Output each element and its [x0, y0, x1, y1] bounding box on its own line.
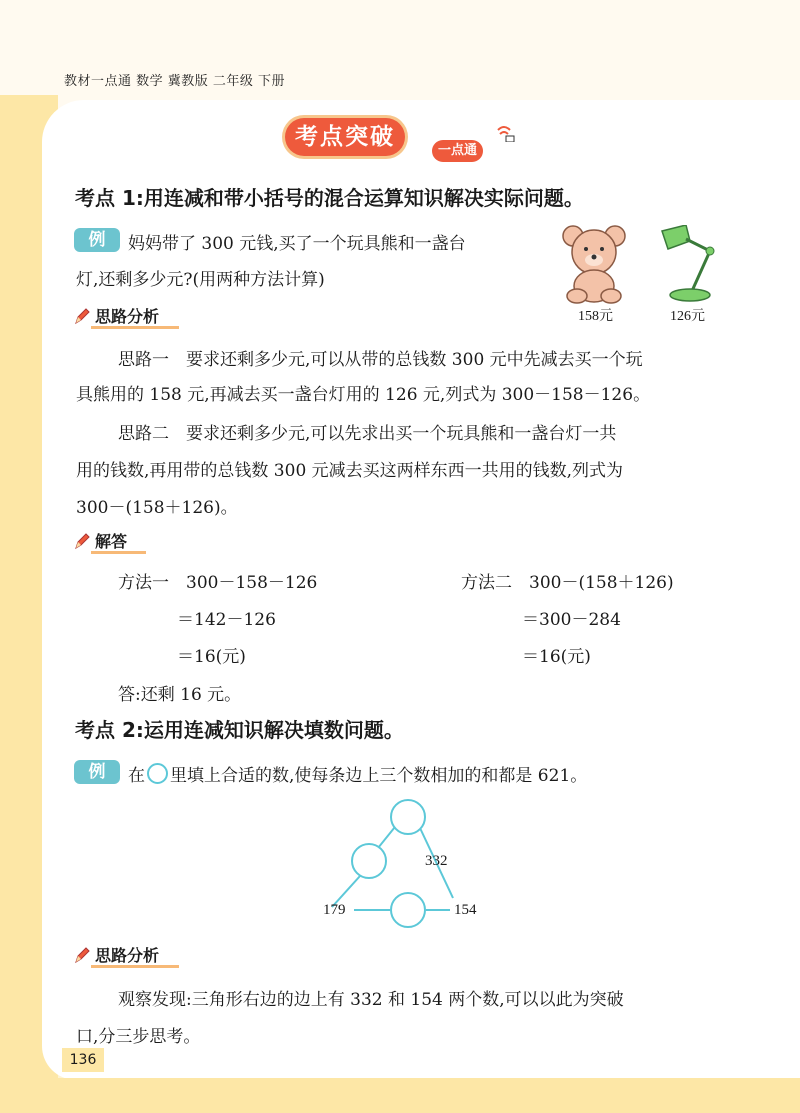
number-179: 179	[323, 902, 346, 918]
idea2-line1: 思路二 要求还剩多少元,可以先求出买一个玩具熊和一盏台灯一共	[118, 424, 617, 444]
number-154: 154	[454, 902, 477, 918]
example2-text	[128, 761, 587, 786]
section-banner	[285, 118, 525, 164]
point2-title: 考点 2:运用连减知识解决填数问题。	[75, 718, 404, 742]
idea2-line2: 用的钱数,再用带的总钱数 300 元减去买这两样东西一共用的钱数,列式为	[76, 461, 624, 481]
example-badge: 例	[74, 228, 120, 252]
idea1-line2: 具熊用的 158 元,再减去买一盏台灯用的 126 元,列式为 300－158－126。	[76, 385, 651, 405]
example-text-line2: 灯,还剩多少元?(用两种方法计算)	[76, 270, 325, 290]
blank-circle-left	[352, 844, 386, 878]
banner-title: 考点突破	[285, 118, 405, 156]
method2-line3: ＝16(元)	[522, 647, 591, 667]
page-number: 136	[62, 1048, 104, 1072]
book-header: 教材一点通 数学 冀教版 二年级 下册	[64, 74, 286, 89]
answer-label: 解答	[95, 532, 128, 551]
method1-line2: ＝142－126	[177, 610, 276, 630]
analysis-heading-2	[73, 943, 178, 969]
final-answer: 答:还剩 16 元。	[118, 685, 242, 705]
example-badge: 例	[74, 760, 120, 784]
analysis-heading	[73, 304, 178, 330]
bottom-band	[0, 1078, 800, 1113]
blank-circle-bottom	[391, 893, 425, 927]
desk-lamp-icon	[660, 225, 720, 303]
bear-price: 158元	[578, 309, 613, 324]
banner-subtitle: 一点通	[432, 140, 483, 162]
pencil-icon	[73, 306, 91, 326]
observation-line2: 口,分三步思考。	[76, 1027, 201, 1047]
example2-text-pre: 在	[128, 766, 145, 786]
teddy-bear-icon	[555, 222, 635, 304]
blank-circle-top	[391, 800, 425, 834]
pencil-icon	[73, 945, 91, 965]
method1-line3: ＝16(元)	[177, 647, 246, 667]
pencil-icon	[73, 531, 91, 551]
blank-circle-icon	[147, 763, 168, 784]
analysis-label: 思路分析	[95, 307, 160, 326]
point1-title: 考点 1:用连减和带小括号的混合运算知识解决实际问题。	[75, 186, 584, 210]
method2-line1: 方法二 300－(158＋126)	[461, 573, 674, 593]
top-band	[0, 0, 800, 110]
answer-heading	[73, 529, 178, 555]
pointer-hand-icon	[496, 120, 518, 142]
observation-line1: 观察发现:三角形右边的边上有 332 和 154 两个数,可以以此为突破	[118, 990, 624, 1010]
example2-text-post: 里填上合适的数,使每条边上三个数相加的和都是 621。	[170, 766, 588, 786]
method2-line2: ＝300－284	[522, 610, 621, 630]
lamp-price: 126元	[670, 309, 705, 324]
method1-line1: 方法一 300－158－126	[118, 573, 318, 593]
example-text-line1: 妈妈带了 300 元钱,买了一个玩具熊和一盏台	[128, 234, 466, 254]
number-332: 332	[425, 853, 448, 869]
idea2-line3: 300－(158＋126)。	[76, 498, 238, 518]
idea1-line1: 思路一 要求还剩多少元,可以从带的总钱数 300 元中先减去买一个玩	[118, 350, 643, 370]
analysis-label-2: 思路分析	[95, 946, 160, 965]
